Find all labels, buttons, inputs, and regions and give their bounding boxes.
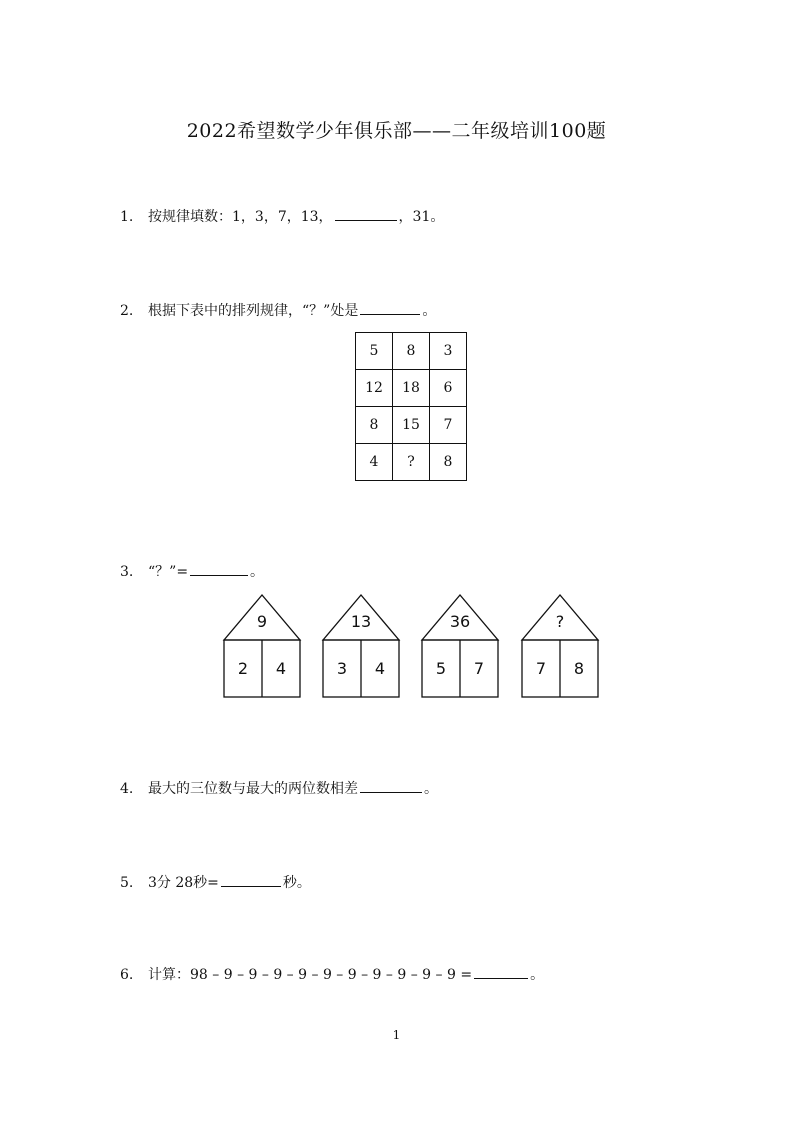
grid-cell: 8 [393,333,430,370]
number-grid [355,332,467,481]
question-number: 4. [120,781,134,797]
question-text-after: 。 [530,967,545,983]
house-left-number: 5 [435,659,447,678]
answer-blank[interactable] [221,872,281,887]
grid-cell: 15 [393,407,430,444]
grid-row [356,407,467,444]
question-number: 3. [120,564,134,580]
question-2 [120,300,436,320]
question-1 [120,206,444,226]
grid-cell: 8 [430,444,467,481]
house-right-number: 4 [275,659,287,678]
answer-blank[interactable] [474,964,528,979]
answer-blank[interactable] [360,300,420,315]
grid-cell: 5 [356,333,393,370]
question-text-after: 。 [250,564,265,580]
house-left-number: 2 [237,659,249,678]
question-text-after: ，31。 [398,209,445,225]
grid-row [356,444,467,481]
question-text: 计算：98 – 9 – 9 – 9 – 9 – 9 – 9 – 9 – 9 – 9 – 9 = [148,967,473,983]
house-roof-number: 36 [449,612,471,631]
question-number: 2. [120,303,134,319]
answer-blank[interactable] [335,206,397,221]
grid-cell: 18 [393,370,430,407]
grid-row [356,370,467,407]
answer-blank[interactable] [190,561,248,576]
page-title: 2022希望数学少年俱乐部——二年级培训100题 [186,120,607,142]
house-roof-number: ? [555,612,565,631]
grid-cell: ? [393,444,430,481]
question-number: 6. [120,967,134,983]
house-left-number: 3 [336,659,348,678]
question-text: 最大的三位数与最大的两位数相差 [148,781,358,797]
house-diagram [220,590,610,702]
question-text: 3分 28秒= [148,875,219,891]
grid-row [356,333,467,370]
grid-cell: 3 [430,333,467,370]
question-text-after: 秒。 [282,875,311,891]
house-left-number: 7 [535,659,547,678]
question-text: 根据下表中的排列规律，“？”处是 [148,303,359,319]
house-right-number: 4 [374,659,386,678]
question-5 [120,872,311,892]
grid-cell: 12 [356,370,393,407]
grid-cell: 6 [430,370,467,407]
question-text-after: 。 [422,303,437,319]
house-roof-number: 9 [256,612,268,631]
question-text-after: 。 [424,781,438,797]
question-text: 按规律填数：1，3，7，13， [148,209,333,225]
grid-cell: 4 [356,444,393,481]
question-number: 1. [120,209,134,225]
question-4 [120,778,438,798]
page-number: 1 [392,1028,401,1042]
house-right-number: 8 [573,659,585,678]
grid-cell: 8 [356,407,393,444]
house-right-number: 7 [473,659,485,678]
question-text: “？”= [148,564,189,580]
question-6 [120,964,544,984]
question-3 [120,561,264,581]
grid-cell: 7 [430,407,467,444]
answer-blank[interactable] [360,778,422,793]
house-roof-number: 13 [350,612,372,631]
question-number: 5. [120,875,134,891]
